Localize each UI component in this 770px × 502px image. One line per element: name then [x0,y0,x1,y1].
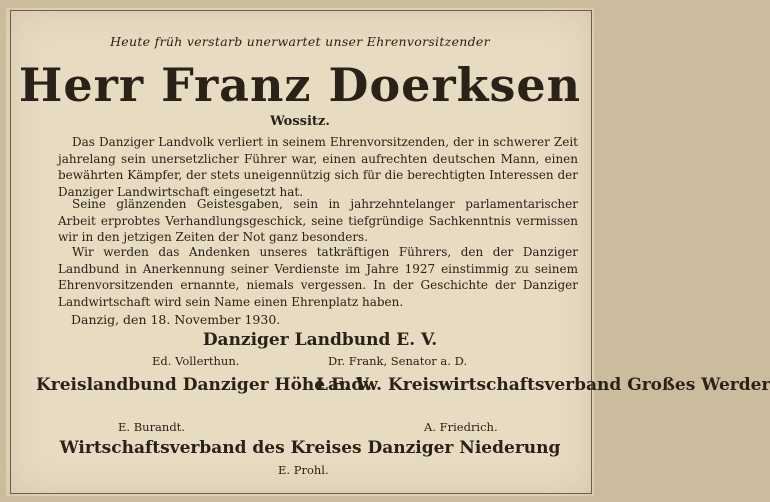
paragraph-1: Das Danziger Landvolk verliert in seinem Ehrenvorsitzenden, der in schwerer Zeit jahrelang sein unersetzlicher Führer war, einen aufrechten deutschen Mann, einen bewährten Kämpfer, der stets uneigennützig sich für die berechtigten Interessen der Danziger Landwirtschaft eingesetzt hat. [58,135,578,199]
org-kreislandbund: Kreislandbund Danziger Höhe E. V. [36,375,372,395]
signature-friedrich: A. Friedrich. [424,420,498,434]
signature-prohl: E. Prohl. [278,463,329,477]
deceased-name: Herr Franz Doerksen [18,58,582,112]
paragraph-3: Wir werden das Andenken unseres tatkräftigen Führers, den der Danziger Landbund in Anerkennung seiner Verdienste im Jahre 1927 einstimmig zu seinem Ehrenvorsitzenden ernannte, niemals vergessen. In der Geschichte der Danziger Landwirtschaft wird sein Name einen Ehrenplatz haben. [58,245,578,309]
signature-vollerthun: Ed. Vollerthun. [152,354,240,368]
obituary-notice [6,8,770,496]
org-wirtschaftsverband: Wirtschaftsverband des Kreises Danziger Niederung [59,438,561,458]
paragraph-2: Seine glänzenden Geistesgaben, sein in jahrzehntelanger parlamentarischer Arbeit erprobtes Verhandlungsgeschick, seine tiefgründige Sachkenntnis vermissen wir in den jetzigen Zeiten der Not ganz besonders. [58,197,578,244]
signature-frank: Dr. Frank, Senator a. D. [328,354,468,368]
date-line: Danzig, den 18. November 1930. [71,312,281,327]
org-kreiswirtschaftsverband: Landw. Kreiswirtschaftsverband Großes Werder [316,375,770,395]
signature-burandt: E. Burandt. [118,420,185,434]
org-danziger-landbund: Danziger Landbund E. V. [202,330,438,350]
intro-line: Heute früh verstarb unerwartet unser Ehrenvorsitzender [110,34,490,49]
place-of-residence: Wossitz. [270,114,330,129]
